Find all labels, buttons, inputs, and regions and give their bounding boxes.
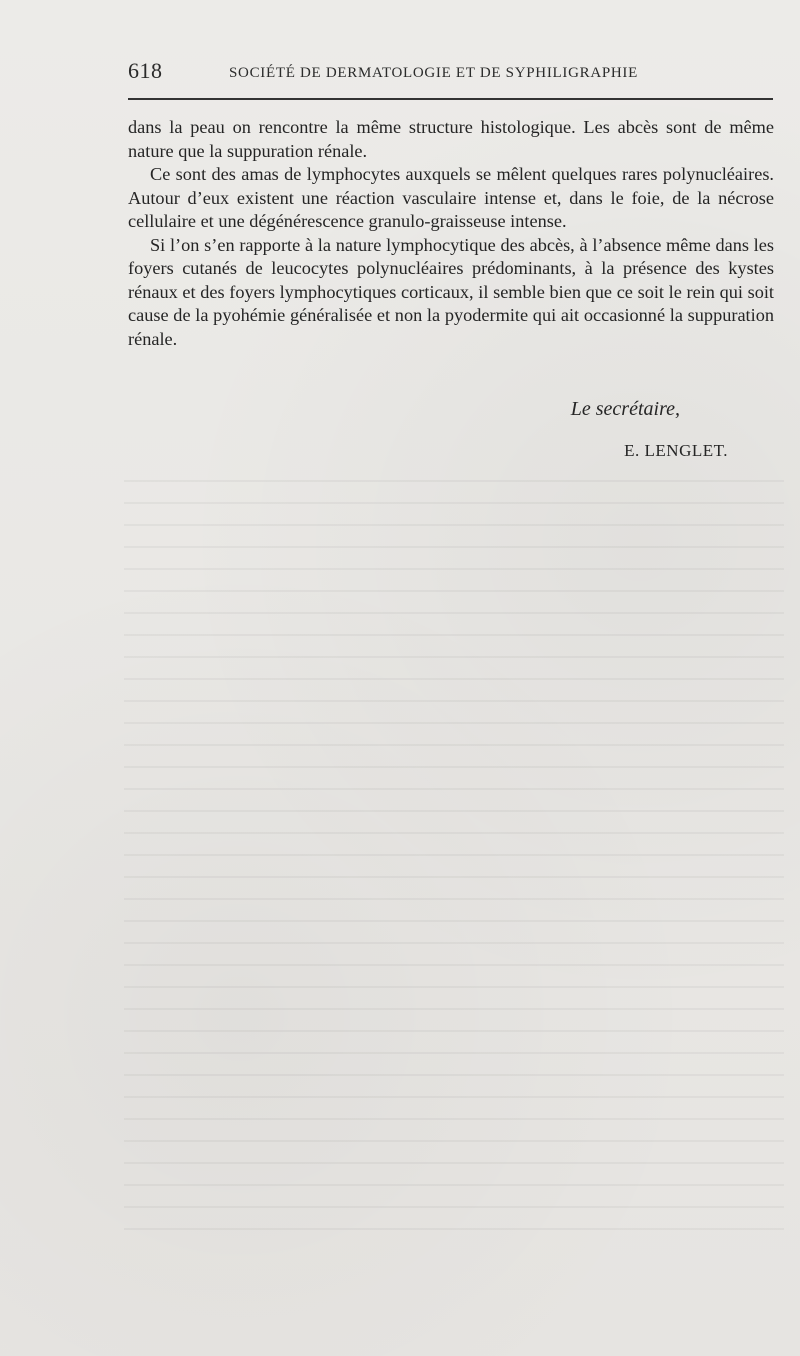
running-title: SOCIÉTÉ DE DERMATOLOGIE ET DE SYPHILIGRAPHIE [229, 65, 638, 81]
main-text [128, 116, 774, 351]
paragraph-1: dans la peau on rencontre la même structure histologique. Les abcès sont de même nature que la suppuration rénale. [128, 117, 774, 161]
signature-name: E. LENGLET. [624, 441, 728, 460]
paragraph-3: Si l’on s’en rapporte à la nature lymphocytique des abcès, à l’absence même dans les foyers cutanés de leucocytes polynucléaires prédominants, à la présence des kystes rénaux et des foyers lymphocytiques corticaux, il semble bien que ce soit le rein qui soit cause de la pyohémie généralisée et non la pyodermite qui ait occasionné la suppuration rénale. [128, 234, 774, 349]
page-number: 618 [128, 58, 163, 83]
paragraph-2: Ce sont des amas de lymphocytes auxquels se mêlent quelques rares polynucléaires. Autour d’eux existent une réaction vasculaire intense et, dans le foie, de la nécrose cellulaire et une dégénérescence granulo-graisseuse intense. [128, 164, 774, 231]
signature-title: Le secrétaire, [570, 398, 680, 420]
page-header [128, 58, 773, 92]
header-rule [128, 98, 773, 100]
show-through-texture [124, 465, 784, 1235]
